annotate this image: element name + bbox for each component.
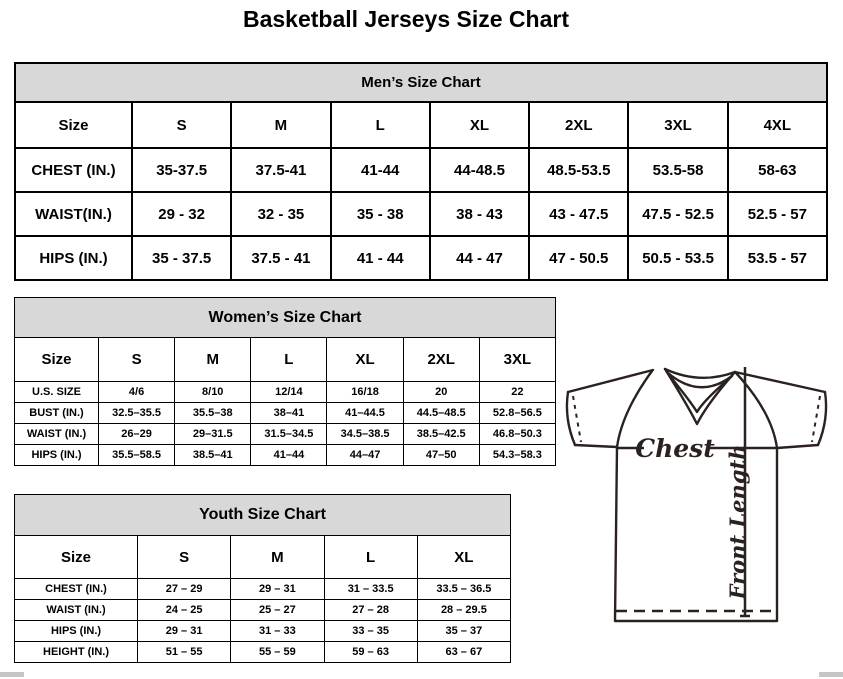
column-header: S <box>132 102 231 148</box>
column-header: 3XL <box>479 338 555 382</box>
value-cell: 34.5–38.5 <box>327 424 403 445</box>
value-cell: 29 – 31 <box>231 579 324 600</box>
value-cell: 31 – 33.5 <box>324 579 417 600</box>
column-header: L <box>331 102 430 148</box>
value-cell: 44-48.5 <box>430 148 529 192</box>
jersey-left-cuff-dashes <box>573 396 581 442</box>
size-header: Size <box>15 338 99 382</box>
value-cell: 38 - 43 <box>430 192 529 236</box>
value-cell: 63 – 67 <box>417 642 510 663</box>
column-header: M <box>231 102 330 148</box>
value-cell: 16/18 <box>327 382 403 403</box>
row-label: BUST (IN.) <box>15 403 99 424</box>
column-header: L <box>324 536 417 579</box>
column-header: XL <box>430 102 529 148</box>
column-header: 3XL <box>628 102 727 148</box>
value-cell: 52.5 - 57 <box>728 192 827 236</box>
value-cell: 48.5-53.5 <box>529 148 628 192</box>
value-cell: 26–29 <box>99 424 175 445</box>
value-cell: 8/10 <box>175 382 251 403</box>
column-header: XL <box>327 338 403 382</box>
value-cell: 27 – 28 <box>324 600 417 621</box>
value-cell: 37.5-41 <box>231 148 330 192</box>
column-header: M <box>175 338 251 382</box>
jersey-right-cuff-dashes <box>812 396 820 442</box>
column-header: XL <box>417 536 510 579</box>
value-cell: 33 – 35 <box>324 621 417 642</box>
mens-size-table <box>14 62 828 281</box>
row-label: HEIGHT (IN.) <box>15 642 138 663</box>
column-header: L <box>251 338 327 382</box>
value-cell: 37.5 - 41 <box>231 236 330 280</box>
youth-table-title: Youth Size Chart <box>15 495 511 536</box>
value-cell: 4/6 <box>99 382 175 403</box>
jersey-body-outline <box>615 444 777 621</box>
womens-table-title: Women’s Size Chart <box>15 298 556 338</box>
horizontal-scrollbar-left-fragment[interactable] <box>0 672 24 677</box>
column-header: S <box>138 536 231 579</box>
jersey-right-seam <box>736 373 777 448</box>
size-header: Size <box>15 102 132 148</box>
jersey-left-sleeve-edge <box>567 392 575 445</box>
value-cell: 31.5–34.5 <box>251 424 327 445</box>
mens-table-title: Men’s Size Chart <box>15 63 827 102</box>
value-cell: 24 – 25 <box>138 600 231 621</box>
page-title: Basketball Jerseys Size Chart <box>242 6 569 32</box>
youth-size-table <box>14 494 511 663</box>
value-cell: 31 – 33 <box>231 621 324 642</box>
value-cell: 29 – 31 <box>138 621 231 642</box>
value-cell: 28 – 29.5 <box>417 600 510 621</box>
value-cell: 32 - 35 <box>231 192 330 236</box>
value-cell: 43 - 47.5 <box>529 192 628 236</box>
value-cell: 29–31.5 <box>175 424 251 445</box>
value-cell: 51 – 55 <box>138 642 231 663</box>
column-header: 2XL <box>529 102 628 148</box>
value-cell: 58-63 <box>728 148 827 192</box>
jersey-right-sleeve-edge <box>818 392 826 445</box>
value-cell: 53.5 - 57 <box>728 236 827 280</box>
value-cell: 35 - 37.5 <box>132 236 231 280</box>
value-cell: 41 - 44 <box>331 236 430 280</box>
front-length-label: Front Length <box>725 444 750 600</box>
row-label: U.S. SIZE <box>15 382 99 403</box>
value-cell: 29 - 32 <box>132 192 231 236</box>
value-cell: 47 - 50.5 <box>529 236 628 280</box>
row-label: HIPS (IN.) <box>15 236 132 280</box>
row-label: HIPS (IN.) <box>15 621 138 642</box>
value-cell: 50.5 - 53.5 <box>628 236 727 280</box>
value-cell: 47.5 - 52.5 <box>628 192 727 236</box>
value-cell: 35-37.5 <box>132 148 231 192</box>
value-cell: 38–41 <box>251 403 327 424</box>
value-cell: 41-44 <box>331 148 430 192</box>
value-cell: 47–50 <box>403 445 479 466</box>
jersey-left-sleeve-bottom <box>575 445 617 447</box>
row-label: WAIST(IN.) <box>15 192 132 236</box>
jersey-right-sleeve-bottom <box>777 445 818 448</box>
value-cell: 53.5-58 <box>628 148 727 192</box>
value-cell: 41–44 <box>251 445 327 466</box>
value-cell: 55 – 59 <box>231 642 324 663</box>
value-cell: 41–44.5 <box>327 403 403 424</box>
womens-size-table <box>14 297 556 466</box>
size-header: Size <box>15 536 138 579</box>
value-cell: 44–47 <box>327 445 403 466</box>
row-label: CHEST (IN.) <box>15 579 138 600</box>
value-cell: 35.5–58.5 <box>99 445 175 466</box>
value-cell: 38.5–42.5 <box>403 424 479 445</box>
value-cell: 44 - 47 <box>430 236 529 280</box>
value-cell: 59 – 63 <box>324 642 417 663</box>
horizontal-scrollbar-right-fragment[interactable] <box>819 672 843 677</box>
chest-label: Chest <box>635 434 715 463</box>
row-label: HIPS (IN.) <box>15 445 99 466</box>
row-label: WAIST (IN.) <box>15 424 99 445</box>
value-cell: 32.5–35.5 <box>99 403 175 424</box>
value-cell: 35.5–38 <box>175 403 251 424</box>
value-cell: 54.3–58.3 <box>479 445 555 466</box>
value-cell: 38.5–41 <box>175 445 251 466</box>
value-cell: 12/14 <box>251 382 327 403</box>
column-header: M <box>231 536 324 579</box>
value-cell: 52.8–56.5 <box>479 403 555 424</box>
row-label: CHEST (IN.) <box>15 148 132 192</box>
column-header: S <box>99 338 175 382</box>
value-cell: 25 – 27 <box>231 600 324 621</box>
value-cell: 22 <box>479 382 555 403</box>
jersey-measurement-diagram <box>556 350 842 636</box>
value-cell: 46.8–50.3 <box>479 424 555 445</box>
value-cell: 44.5–48.5 <box>403 403 479 424</box>
value-cell: 20 <box>403 382 479 403</box>
value-cell: 33.5 – 36.5 <box>417 579 510 600</box>
column-header: 4XL <box>728 102 827 148</box>
value-cell: 35 – 37 <box>417 621 510 642</box>
value-cell: 35 - 38 <box>331 192 430 236</box>
row-label: WAIST (IN.) <box>15 600 138 621</box>
jersey-collar-arc-outer <box>665 369 735 378</box>
column-header: 2XL <box>403 338 479 382</box>
value-cell: 27 – 29 <box>138 579 231 600</box>
